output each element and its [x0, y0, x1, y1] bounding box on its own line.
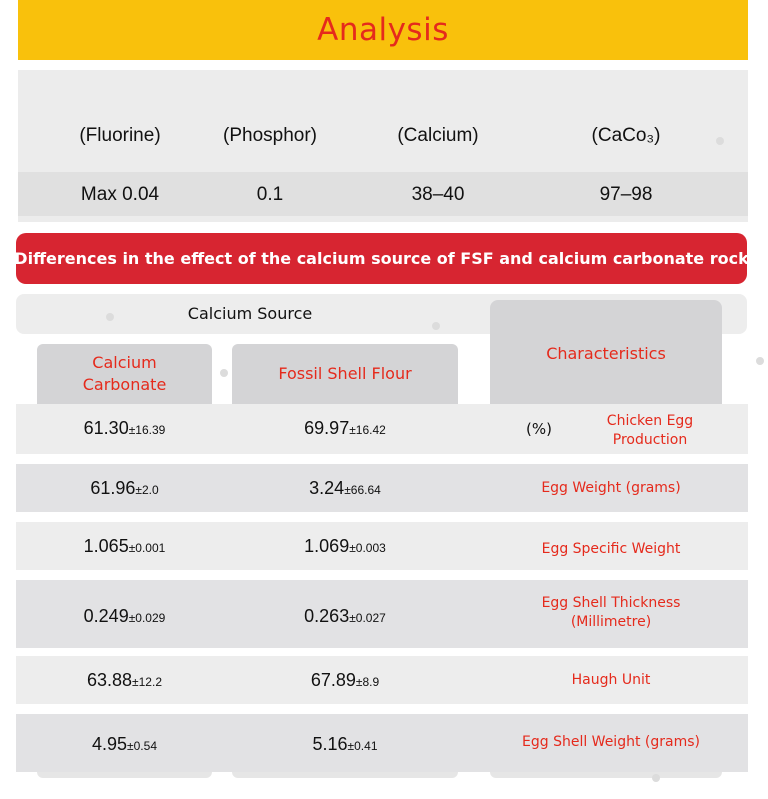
decor-dot	[432, 322, 440, 330]
column-header-fossil-shell-flour-label: Fossil Shell Flour	[278, 364, 412, 383]
analysis-value-fluorine: Max 0.04	[80, 184, 160, 205]
column-header-calcium-carbonate	[37, 344, 212, 404]
decor-dot	[756, 357, 764, 365]
column-footer	[490, 772, 722, 778]
analysis-header-caco3: (CaCo₃)	[591, 125, 661, 146]
decor-dot	[652, 774, 660, 782]
page-title: Analysis	[317, 12, 449, 48]
characteristic-label: Haugh Unit	[571, 672, 651, 688]
column-footer	[37, 772, 212, 778]
fsf-value: 0.263±0.027	[304, 606, 386, 626]
characteristic-unit: (%)	[526, 420, 552, 438]
decor-dot	[220, 369, 228, 377]
cc-value: 0.249±0.029	[83, 606, 166, 626]
fsf-value: 1.069±0.003	[304, 536, 386, 556]
column-header-calcium-carbonate-line2: Carbonate	[82, 375, 167, 394]
comparison-banner	[16, 233, 747, 284]
fsf-value: 67.89±8.9	[310, 670, 380, 690]
cc-value: 1.065±0.001	[83, 536, 166, 556]
fsf-value: 69.97±16.42	[304, 418, 386, 438]
column-header-characteristics	[490, 300, 722, 404]
column-header-characteristics-label: Characteristics	[546, 344, 666, 363]
characteristic-label: Egg Shell Thickness (Millimetre)	[541, 595, 681, 630]
comparison-banner-text: Differences in the effect of the calcium source of FSF and calcium carbonate rock	[14, 249, 749, 268]
calcium-source-label: Calcium Source	[187, 304, 313, 323]
column-footer	[232, 772, 458, 778]
analysis-header-calcium: (Calcium)	[397, 125, 479, 146]
fsf-value: 3.24±66.64	[309, 478, 381, 498]
cc-value: 4.95±0.54	[92, 734, 157, 754]
analysis-header-fluorine: (Fluorine)	[79, 125, 161, 146]
cc-value: 63.88±12.2	[87, 670, 162, 690]
analysis-value-caco3: 97–98	[599, 184, 653, 205]
characteristic-label: Egg Weight (grams)	[541, 480, 681, 496]
cc-value: 61.30±16.39	[83, 418, 166, 438]
decor-dot	[716, 137, 724, 145]
analysis-value-phosphor: 0.1	[256, 184, 284, 205]
column-header-fossil-shell-flour	[232, 344, 458, 404]
decor-dot	[106, 313, 114, 321]
cc-value: 61.96±2.0	[90, 478, 159, 498]
fsf-value: 5.16±0.41	[312, 734, 378, 754]
column-header-calcium-carbonate-line1: Calcium	[92, 353, 157, 372]
title-banner	[18, 0, 748, 60]
characteristic-label: Chicken Egg Production	[606, 413, 694, 448]
analysis-value-calcium: 38–40	[411, 184, 465, 205]
characteristic-label: Egg Shell Weight (grams)	[522, 734, 700, 750]
analysis-header-phosphor: (Phosphor)	[223, 125, 317, 146]
characteristic-label: Egg Specific Weight	[541, 541, 681, 557]
